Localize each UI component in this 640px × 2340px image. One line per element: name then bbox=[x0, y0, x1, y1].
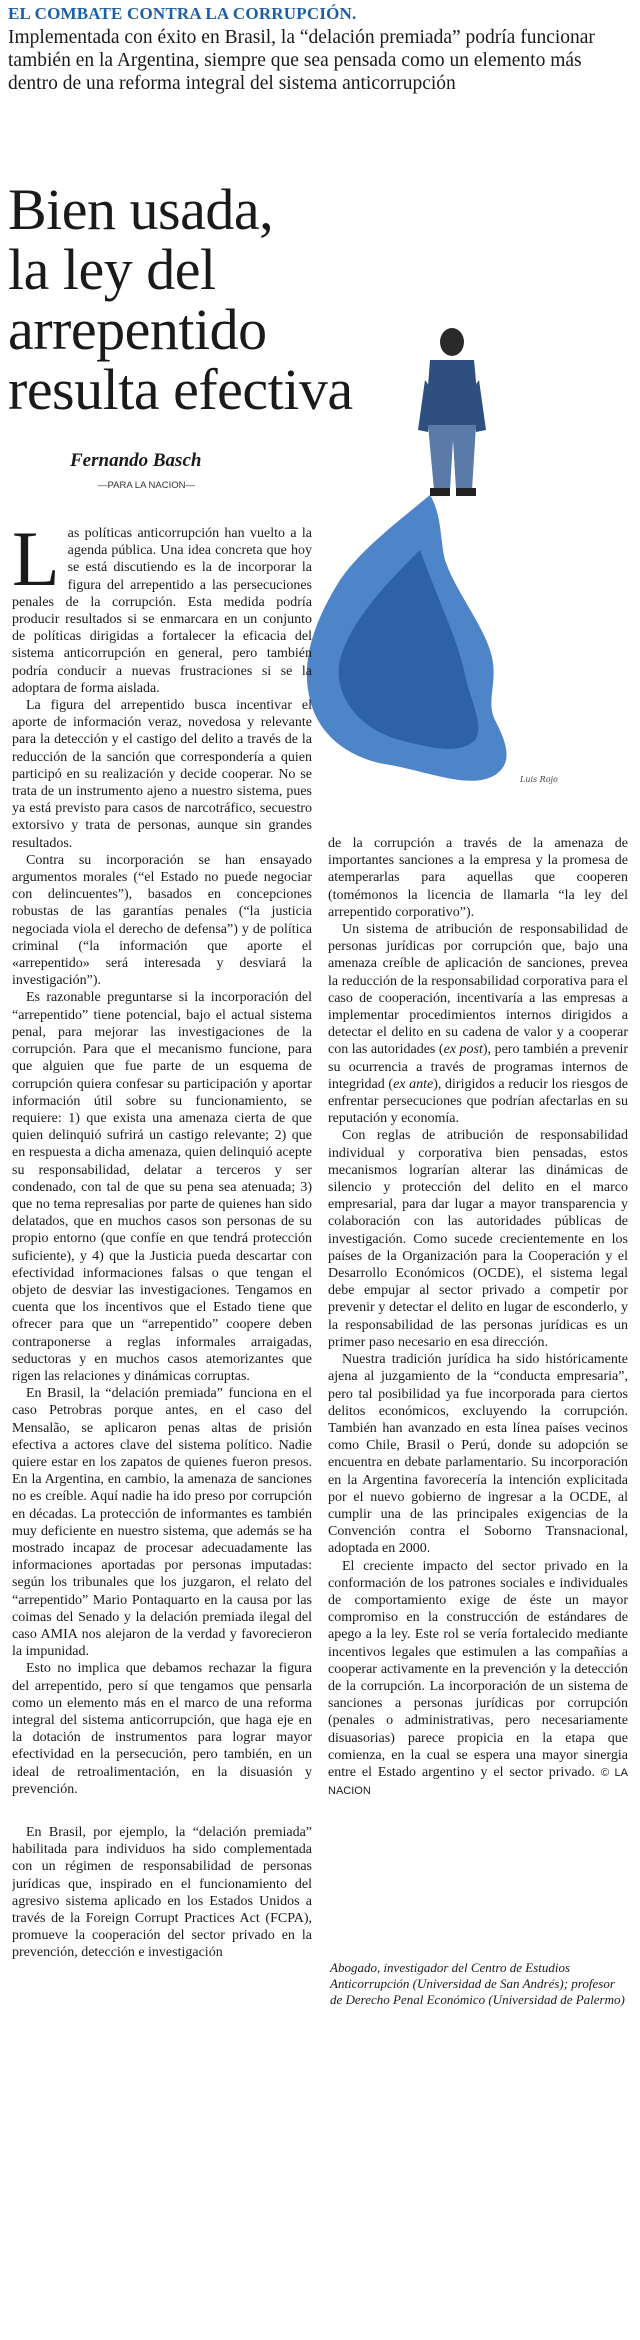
illustration-signature: Luis Rojo bbox=[520, 775, 558, 784]
paragraph-12: El creciente impacto del sector privado en la conformación de los patrones sociales e individuales de comportamiento exige de éste un mayor compromiso en la construcción de estándares de apego a la ley. Este rol se vería fortalecido mediante incentivos legales que estimulen a las compañías a cooperar activamente en la prevención y la detección de la corrupción. La incorporación de un sistema de sanciones a personas jurídicas por corrupción (penales o administrativas, pero necesariamente disuasorias) parece propicia en la etapa que comienza, en la cual se espera una mayor sinergia entre el Estado argentino y el sector privado. © LA NACION bbox=[328, 1558, 628, 1798]
illustration bbox=[280, 320, 640, 860]
author-bio: Abogado, investigador del Centro de Estudios Anticorrupción (Universidad de San Andrés); profesor de Derecho Penal Económico (Universidad de Palermo) bbox=[330, 1960, 625, 2007]
drop-cap: L bbox=[12, 525, 60, 602]
paragraph-3: Contra su incorporación se han ensayado argumentos morales (“el Estado no puede negociar con delincuentes”), basados en concepciones robustas de las garantías penales (“la justicia negociada viola el derecho de defensa”) y de política criminal (“la información que aporte el «arrepentido» será interesada y desviará la investigación”). bbox=[12, 852, 312, 989]
headline-line-1: Bien usada, bbox=[8, 177, 274, 242]
article-column-1 bbox=[12, 525, 312, 2325]
paragraph-7: En Brasil, por ejemplo, la “delación premiada” habilitada para individuos ha sido complementada con un régimen de responsabilidad de personas jurídicas que, inspirado en el funcionamiento del agresivo sistema aplicado en los Estados Unidos a través de la Foreign Corrupt Practices Act (FCPA), promueve la cooperación del sector privado en la prevención, detección e investigación bbox=[12, 1825, 312, 1961]
paragraph-5: En Brasil, la “delación premiada” funciona en el caso Petrobras porque antes, en el caso del Mensalão, se aplicaron penas altas de prisión efectiva a actores clave del sistema político. Nadie quiere estar en los zapatos de quienes fueron presos. En la Argentina, en cambio, la amenaza de sanciones no es creíble. Aquí nadie ha ido preso por corrupción en décadas. La protección de informantes es también muy deficiente en nuestro sistema, que además se ha mostrado incapaz de procesar adecuadamente las informaciones aportadas por personas imputadas: según los tribunales que los juzgaron, el relato del “arrepentido” Mario Pontaquarto en la causa por las coimas del Senado y la delación premiada ilegal del caso AMIA nos alejaron de la verdad y favorecieron la impunidad. bbox=[12, 1386, 312, 1660]
paragraph-6: Esto no implica que debamos rechazar la figura del arrepentido, pero sí que tengamos que pensarla como un elemento más en el marco de una reforma integral del sistema anticorrupción, que haga eje en la dotación de instrumentos para lograr mayor efectividad en la persecución, pero también, en un ideal de retroalimentación, en la disuasión y prevención. bbox=[12, 1661, 312, 1797]
article-column-2 bbox=[328, 835, 628, 1945]
paragraph-2: La figura del arrepentido busca incentivar el aporte de información veraz, novedosa y relevante para la detección y el castigo del delito a través de la reducción de la sanción que correspondería a quien participó en su realización y decide cooperar. No se trata de un instrumento ajeno a nuestro sistema, pues ya está previsto para casos de narcotráfico, secuestro extorsivo y trata de personas, aunque sin grandes resultados. bbox=[12, 698, 312, 851]
copyright-signoff: © LA NACION bbox=[328, 1766, 628, 1798]
article-deck: Implementada con éxito en Brasil, la “delación premiada” podría funcionar también en la Argentina, siempre que sea pensada como un elemento más dentro de una reforma integral del sistema anticorrupción bbox=[8, 27, 595, 94]
paragraph-11: Nuestra tradición jurídica ha sido históricamente ajena al juzgamiento de la “conducta empresaria”, pero tal posibilidad ya fue incorporada para ciertos delitos económicos, excluyendo la corrupción. También han avanzado en esta línea países vecinos como Chile, Brasil o Perú, donde su adopción se encuentra en debate parlamentario. Su incorporación en la Argentina favorecería la intención explicitada por el nuevo gobierno de ingresar a la OCDE, al cumplir una de las principales exigencias de la Convención contra el Soborno Transnacional, adoptada en 2000. bbox=[328, 1352, 628, 1557]
figure bbox=[418, 328, 486, 496]
headline-line-2: la ley del arrepentido bbox=[8, 237, 267, 362]
author-affiliation: —PARA LA NACION— bbox=[98, 480, 195, 491]
section-kicker: EL COMBATE CONTRA LA CORRUPCIÓN. bbox=[8, 4, 357, 23]
paragraph-1: Las políticas anticorrupción han vuelto a la agenda pública. Una idea concreta que hoy se está discutiendo es la de incorporar la figura del arrepentido a las persecuciones penales de la corrupción. Esta medida podría producir resultados si se enmarcara en un conjunto de políticas dirigidas a fortalecer la eficacia del sistema anticorrupción en general, pero también podría conducir a nuevas frustraciones si se la adoptara de forma aislada. bbox=[12, 525, 312, 696]
headline-line-3: resulta efectiva bbox=[8, 357, 353, 422]
author-name: Fernando Basch bbox=[70, 450, 202, 471]
paragraph-10: Con reglas de atribución de responsabilidad individual y corporativa bien pensadas, estos mecanismos lograrían alterar las dinámicas de silencio y protección del delito en el marco empresarial, para dar lugar a mayor transparencia y colaboración con las autoridades públicas de investigación. Como sucede crecientemente en los países de la Organización para la Cooperación y el Desarrollo Económicos (OCDE), el sistema legal debe empujar al sector privado a competir por prevenir y detectar el delito en lugar de esconderlo, y la responsabilidad de las personas jurídicas es un primer paso necesario en esa dirección. bbox=[328, 1128, 628, 1350]
paragraph-9: Un sistema de atribución de responsabilidad de personas jurídicas por corrupción que, bajo una amenaza creíble de aplicación de sanciones, prevea la reducción de la responsabilidad corporativa para el caso de cooperación, incentivaría a las empresas a implementar procedimientos internos dirigidos a detectar el delito en su cadena de valor y a cooperar con las autoridades (ex post), pero también a prevenir su ocurrencia a través de programas internos de integridad (ex ante), dirigidos a reducir los riesgos de enfrentar persecuciones que podrían afectarlas en su reputación y economía. bbox=[328, 922, 628, 1127]
paragraph-4: Es razonable preguntarse si la incorporación del “arrepentido” tiene potencial, bajo el actual sistema penal, para mejorar las investigaciones de la corrupción. Para que el mecanismo funcione, para que alguien que fue parte de un esquema de corrupción quiera confesar su participación y aportar información útil sobre su funcionamiento, se requiere: 1) que exista una amenaza cierta de que quien delinquió sufrirá un castigo relevante; 2) que en respuesta a dicha amenaza, quien delinquió acepte su responsabilidad, delatar a terceros y ser condenado, con tal de que su pena sea atenuada; 3) que no tema represalias por parte de quienes han sido delatados, que en muchos casos son personas de su propio entorno (que confíe en que tendrá protección suficiente), y 4) que la Justicia pueda descartar con efectividad informaciones falsas o que tengan el objeto de desviar las investigaciones. Tengamos en cuenta que los incentivos que el Estado tiene que ofrecer para que un “arrepentido” coopere deben contraponerse a reglas informales arraigadas, seductoras y en muchos casos atemorizantes que rigen las relaciones y dinámicas corruptas. bbox=[12, 990, 312, 1384]
paragraph-8: de la corrupción a través de la amenaza de importantes sanciones a la empresa y la promesa de atemperarlas para aquellas que cooperen (tomémonos la licencia de llamarla “la ley del arrepentido corporativo”). bbox=[328, 836, 628, 920]
